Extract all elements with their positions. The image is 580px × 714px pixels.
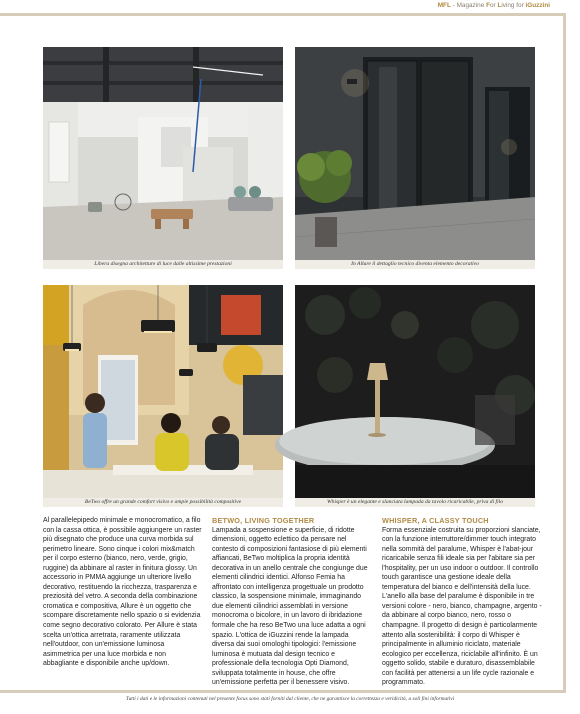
- caption-bottom-left: BeTwo offre un grande comfort visivo e ampie possibilità compositive: [43, 498, 283, 507]
- header-f: F: [486, 2, 490, 9]
- allure-body-text: Al parallelepipedo minimale e monocromatico, a filo con la cassa ottica, è possibile aggiungere un raster più disegnato che produce una curva morbida sul perimetro lineare. Sono cinque i colori mix&match per il corpo esterno (bianco, nero, verde, grigio, ruggine) da abbinare al raster in finitura glossy. Un accessorio in PMMA aggiunge un ulteriore livello decorativo, restituendo la ricchezza, trasparenza e preziosità del vetro. A seconda della combinazione cromatica e compositiva, Allure è un oggetto che scompare discretamente nello spazio o si evidenzia come segno decorativo colorato. Per Allure è stata scelta un'ottica arretrata, raramente utilizzata nell'outdoor, con un'emissione luminosa asimmetrica per una luce morbida e non abbagliante e disponibile anche up/down.: [43, 517, 202, 668]
- text-column-whisper: [382, 516, 542, 688]
- betwo-heading: BETWO, LIVING TOGETHER: [212, 516, 315, 525]
- header-or: or: [489, 2, 498, 9]
- header-client: iGuzzini: [525, 2, 550, 9]
- header-text-pre: Magazine: [456, 2, 487, 9]
- caption-top-right: In Allure il dettaglio tecnico diventa elemento decorativo: [295, 260, 535, 269]
- magazine-header: [438, 2, 550, 9]
- betwo-body-text: Lampada a sospensione e superficie, di ridotte dimensioni, oggetto eclettico da pensare nel contesto di composizioni fantasiose di più elementi affiancati, BeTwo moltiplica la propria identità decorativa in un anello centrale che congiunge due elementi cilindrici identici. Alfonso Femia ha affrontato con intelligenza progettuale un prodotto classico, la sospensione minimale, immaginando due elementi cilindrici assemblati in versione monocroma o bicolore, in un lavoro di ibridazione formale che ha reso BeTwo una luce adatta a ogni spazio. L'ottica de iGuzzini rende la lampada diversa dai suoi omologhi tipologici: l'emissione luminosa è mutuata dal design tecnico e professionale della tecnologia Opti Diamond, sviluppata totalmente in house, che offre un'emissione perfetta per il benessere visivo.: [212, 526, 368, 687]
- text-column-allure: [43, 516, 203, 669]
- caption-bottom-right: Whisper è un elegante e slanciata lampada da tavolo ricaricabile, priva di filo: [295, 498, 535, 507]
- header-l: L: [497, 2, 502, 9]
- frame-top-border: [0, 13, 566, 16]
- frame-bottom-border: [0, 690, 566, 693]
- frame-right-border: [563, 13, 566, 693]
- header-separator: -: [450, 2, 457, 9]
- text-column-betwo: [212, 516, 372, 688]
- caption-top-left: Libera disegna architetture di luce dalle altissime prestazioni: [43, 260, 283, 269]
- photo-betwo-room: [43, 285, 283, 505]
- header-iving: iving for: [501, 2, 526, 9]
- footer-disclaimer: Tutti i dati e le informazioni contenuti nel presente focus sono stati forniti dal cliente, che ne garantisce la correttezza e veridicità, a soli fini informativi: [125, 696, 455, 702]
- photo-allure-exterior: [295, 47, 535, 267]
- header-brand: MFL: [437, 2, 451, 9]
- whisper-heading: WHISPER, A CLASSY TOUCH: [382, 516, 489, 525]
- photo-libera-interior: [43, 47, 283, 267]
- photo-whisper-table: [295, 285, 535, 505]
- whisper-body-text: Forma essenziale costruita su proporzioni slanciate, con la funzione interruttore/dimmer touch integrato nella sommità del paralume, Whisper è l'abat-jour ricaricabile senza fili ideale sia per l'abitare sia per l'hospitality, per un uso indoor o outdoor. Il controllo touch garantisce una gestione ideale della temperatura del bianco e dell'intensità della luce. L'anello alla base del paralume è disponibile in tre versioni colore - nero, bianco, champagne, argento - da abbinare al corpo bianco, nero, rosso o champagne. Il progetto di design è particolarmente attento alla sostenibilità: il corpo di Whisper è principalmente in alluminio riciclato, materiale ecologico per eccellenza, riciclabile all'infinito. È un oggetto solido, stabile e duraturo, disassemblabile con facilità per attenersi a un life cycle razionale e programmato.: [382, 526, 542, 687]
